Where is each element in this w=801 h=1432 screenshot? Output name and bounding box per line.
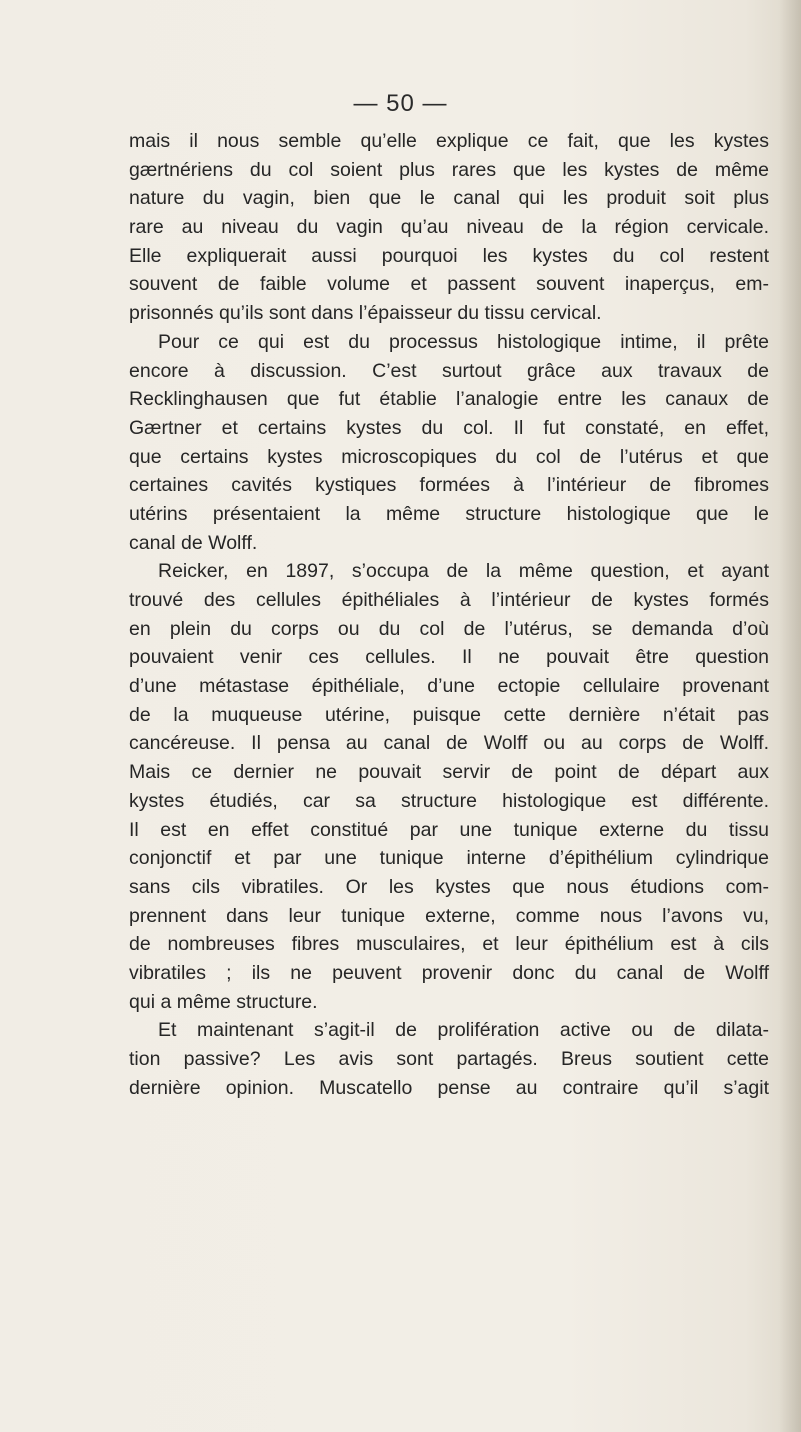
page-number: — 50 — — [353, 90, 448, 117]
text-line: vibratiles ; ils ne peuvent provenir donc du canal de Wolff — [129, 961, 769, 984]
text-line: conjonctif et par une tunique interne d’épithélium cylindrique — [129, 847, 769, 870]
text-line: de la muqueuse utérine, puisque cette dernière n’était pas — [129, 703, 769, 726]
text-line: Mais ce dernier ne pouvait servir de point de départ aux — [129, 761, 769, 784]
text-line: Et maintenant s’agit-il de prolifération active ou de dilata- — [158, 1019, 769, 1042]
text-line: Elle expliquerait aussi pourquoi les kystes du col restent — [129, 244, 769, 267]
text-line: pouvaient venir ces cellules. Il ne pouvait être question — [129, 646, 769, 669]
text-line: tion passive? Les avis sont partagés. Breus soutient cette — [129, 1048, 769, 1070]
text-line: prennent dans leur tunique externe, comme nous l’avons vu, — [129, 904, 769, 927]
text-line: d’une métastase épithéliale, d’une ectopie cellulaire provenant — [129, 675, 769, 698]
text-line: Il est en effet constitué par une tunique externe du tissu — [129, 818, 769, 841]
text-line: dernière opinion. Muscatello pense au contraire qu’il s’agit — [129, 1076, 769, 1099]
text-line: de nombreuses fibres musculaires, et leur épithélium est à cils — [129, 933, 769, 956]
body-text — [129, 127, 769, 1102]
text-line: souvent de faible volume et passent souvent inaperçus, em- — [129, 273, 769, 296]
text-line: rare au niveau du vagin qu’au niveau de la région cervicale. — [129, 216, 769, 239]
text-line: Reicker, en 1897, s’occupa de la même question, et ayant — [158, 560, 769, 583]
text-line: Recklinghausen que fut établie l’analogie entre les canaux de — [129, 388, 769, 411]
text-line: encore à discussion. C’est surtout grâce aux travaux de — [129, 359, 769, 382]
text-line: en plein du corps ou du col de l’utérus, se demanda d’où — [129, 617, 769, 640]
text-line: nature du vagin, bien que le canal qui les produit soit plus — [129, 187, 769, 210]
text-line: qui a même structure. — [129, 990, 318, 1013]
text-line: prisonnés qu’ils sont dans l’épaisseur du tissu cervical. — [129, 302, 602, 325]
text-line: Pour ce qui est du processus histologique intime, il prête — [158, 330, 769, 353]
text-line: que certains kystes microscopiques du col de l’utérus et que — [129, 445, 769, 468]
text-line: gærtnériens du col soient plus rares que les kystes de même — [129, 158, 769, 181]
text-line: kystes étudiés, car sa structure histologique est différente. — [129, 789, 769, 812]
text-line: utérins présentaient la même structure histologique que le — [129, 502, 769, 525]
text-line: sans cils vibratiles. Or les kystes que nous étudions com- — [129, 875, 769, 898]
text-line: trouvé des cellules épithéliales à l’intérieur de kystes formés — [129, 589, 769, 611]
text-line: canal de Wolff. — [129, 531, 258, 554]
text-line: Gærtner et certains kystes du col. Il fut constaté, en effet, — [129, 416, 769, 439]
text-line: certaines cavités kystiques formées à l’intérieur de fibromes — [129, 474, 769, 497]
text-line: cancéreuse. Il pensa au canal de Wolff ou au corps de Wolff. — [129, 732, 769, 755]
page-edge-shadow — [779, 0, 801, 1432]
text-line: mais il nous semble qu’elle explique ce fait, que les kystes — [129, 130, 769, 152]
